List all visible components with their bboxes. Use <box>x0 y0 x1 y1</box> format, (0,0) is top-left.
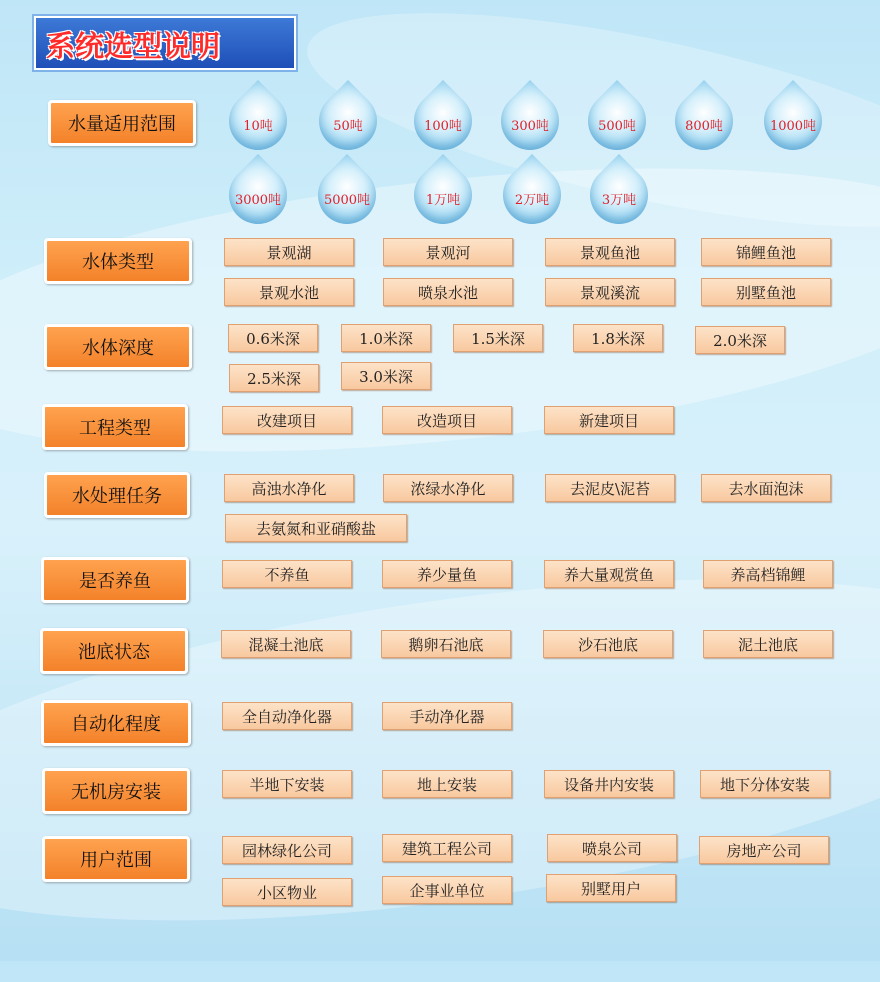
option-button[interactable]: 房地产公司 <box>699 836 829 864</box>
water-drop-option[interactable]: 500吨 <box>580 84 654 158</box>
option-button[interactable]: 地上安装 <box>382 770 512 798</box>
option-button[interactable]: 鹅卵石池底 <box>381 630 511 658</box>
option-button[interactable]: 建筑工程公司 <box>382 834 512 862</box>
option-button[interactable]: 1.0米深 <box>341 324 431 352</box>
water-drop-option[interactable]: 1000吨 <box>756 84 830 158</box>
category-water-type: 水体类型 <box>44 238 192 284</box>
option-button[interactable]: 喷泉公司 <box>547 834 677 862</box>
option-button[interactable]: 新建项目 <box>544 406 674 434</box>
category-project-type: 工程类型 <box>42 404 188 450</box>
category-install: 无机房安装 <box>42 768 190 814</box>
option-button[interactable]: 地下分体安装 <box>700 770 830 798</box>
option-button[interactable]: 2.0米深 <box>695 326 785 354</box>
option-button[interactable]: 养大量观赏鱼 <box>544 560 674 588</box>
option-button[interactable]: 高浊水净化 <box>224 474 354 502</box>
option-button[interactable]: 改造项目 <box>382 406 512 434</box>
page-title-banner <box>34 16 296 70</box>
category-fish: 是否养鱼 <box>41 557 189 603</box>
option-button[interactable]: 锦鲤鱼池 <box>701 238 831 266</box>
option-button[interactable]: 泥土池底 <box>703 630 833 658</box>
option-button[interactable]: 沙石池底 <box>543 630 673 658</box>
category-pool-bottom: 池底状态 <box>40 628 188 674</box>
option-button[interactable]: 1.5米深 <box>453 324 543 352</box>
option-button[interactable]: 景观鱼池 <box>545 238 675 266</box>
category-users: 用户范围 <box>42 836 190 882</box>
water-drop-option[interactable]: 100吨 <box>406 84 480 158</box>
option-button[interactable]: 景观河 <box>383 238 513 266</box>
option-button[interactable]: 改建项目 <box>222 406 352 434</box>
option-button[interactable]: 别墅鱼池 <box>701 278 831 306</box>
option-button[interactable]: 别墅用户 <box>546 874 676 902</box>
option-button[interactable]: 混凝土池底 <box>221 630 351 658</box>
water-drop-option[interactable]: 800吨 <box>667 84 741 158</box>
option-button[interactable]: 1.8米深 <box>573 324 663 352</box>
option-button[interactable]: 设备井内安装 <box>544 770 674 798</box>
option-button[interactable]: 养高档锦鲤 <box>703 560 833 588</box>
option-button[interactable]: 园林绿化公司 <box>222 836 352 864</box>
option-button[interactable]: 0.6米深 <box>228 324 318 352</box>
category-treatment-task: 水处理任务 <box>44 472 190 518</box>
option-button[interactable]: 浓绿水净化 <box>383 474 513 502</box>
water-drop-option[interactable]: 10吨 <box>221 84 295 158</box>
option-button[interactable]: 半地下安装 <box>222 770 352 798</box>
page-title: 系统选型说明 <box>46 29 221 63</box>
option-button[interactable]: 去氨氮和亚硝酸盐 <box>225 514 407 542</box>
option-button[interactable]: 手动净化器 <box>382 702 512 730</box>
option-button[interactable]: 喷泉水池 <box>383 278 513 306</box>
water-drop-option[interactable]: 3000吨 <box>221 158 295 232</box>
option-button[interactable]: 不养鱼 <box>222 560 352 588</box>
water-drop-option[interactable]: 2万吨 <box>495 158 569 232</box>
water-drop-option[interactable]: 300吨 <box>493 84 567 158</box>
category-water-volume: 水量适用范围 <box>48 100 196 146</box>
option-button[interactable]: 景观溪流 <box>545 278 675 306</box>
water-drop-option[interactable]: 5000吨 <box>310 158 384 232</box>
water-drop-option[interactable]: 50吨 <box>311 84 385 158</box>
option-button[interactable]: 全自动净化器 <box>222 702 352 730</box>
water-drop-option[interactable]: 1万吨 <box>406 158 480 232</box>
category-water-depth: 水体深度 <box>44 324 192 370</box>
option-button[interactable]: 景观湖 <box>224 238 354 266</box>
option-button[interactable]: 去水面泡沫 <box>701 474 831 502</box>
category-automation: 自动化程度 <box>41 700 191 746</box>
option-button[interactable]: 3.0米深 <box>341 362 431 390</box>
option-button[interactable]: 企事业单位 <box>382 876 512 904</box>
water-drop-option[interactable]: 3万吨 <box>582 158 656 232</box>
option-button[interactable]: 2.5米深 <box>229 364 319 392</box>
option-button[interactable]: 养少量鱼 <box>382 560 512 588</box>
option-button[interactable]: 去泥皮\泥苔 <box>545 474 675 502</box>
option-button[interactable]: 景观水池 <box>224 278 354 306</box>
option-button[interactable]: 小区物业 <box>222 878 352 906</box>
